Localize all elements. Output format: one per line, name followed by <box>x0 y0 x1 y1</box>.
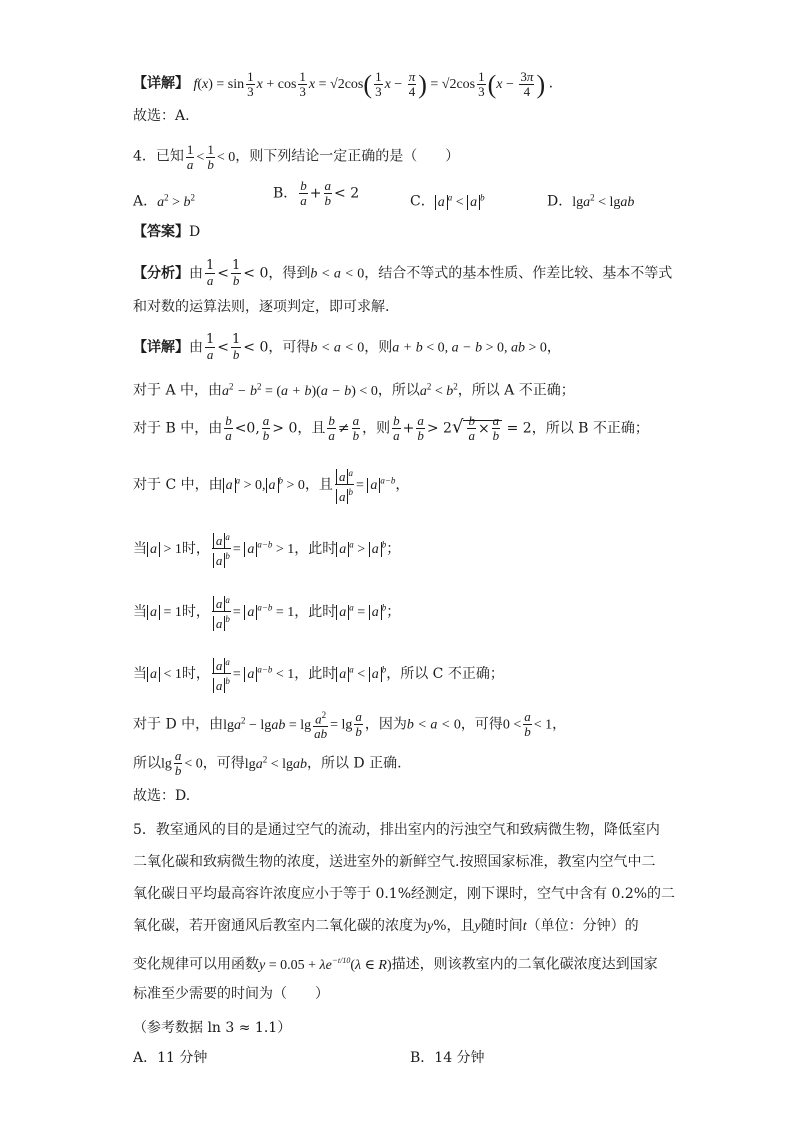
q4-condition: $\frac{1}{a}$ < $\frac{1}{b}$ < 0 <box>186 142 236 172</box>
q4-option-a: A．$a^2 > b^2$ <box>133 192 196 210</box>
q4-c-analysis: 对于 C 中，由 a $^a$ > 0, a $^b$ > 0，且 $\frac{a ^a}{a ^b}$ = a $^{a-b}$， <box>133 468 410 504</box>
q3-formula: f(x) = sin $\frac{1}{3}$ x + cos $\frac{1}{3}$ x = √2cos( $\frac{1}{3}$ x − $\frac{\pi}{4}$ ) = √2cos $\frac{1}{3}$ (x − $\frac{3\pi}{4}$ ) <box>193 69 546 99</box>
q5-option-a: A．11 分钟 <box>133 1050 208 1066</box>
q4-analysis-line1: 【分析】由 $\frac{1}{a}$ < $\frac{1}{b}$ < 0，得到b < a < 0，结合不等式的基本性质、作差比较、基本不等式 <box>133 258 673 288</box>
answer-value: D <box>189 224 201 240</box>
q4-detail-line: 【详解】由 $\frac{1}{a}$ < $\frac{1}{b}$ < 0，可得b < a < 0，则a + b < 0, a − b > 0, ab > 0， <box>133 332 561 362</box>
q4-option-b: B． $\frac{b}{a}$ + $\frac{a}{b}$ < 2 <box>273 178 360 208</box>
q3-detail-line <box>133 70 553 99</box>
q4-answer <box>133 222 200 242</box>
answer-tag: 【答案】 <box>133 224 189 240</box>
q4-c-case1: 当 a > 1时， $\frac{a ^a}{a ^b}$ = a $^{a-b}$ > 1，此时 a $^a$ > a $^b$； <box>133 532 401 568</box>
q5-line6: 标准至少需要的时间为（ ） <box>133 986 329 1002</box>
q4-option-c: C． a $^a$ < a $^b$ <box>410 192 485 210</box>
q4-a-analysis: 对于 A 中，由$a^2 - b^2 = (a + b)(a - b) < 0$，所以$a^2 < b^2$，所以 A 不正确； <box>133 381 575 399</box>
q4-analysis-line2: 和对数的运算法则，逐项判定，即可求解. <box>133 299 390 315</box>
q4-stem <box>133 143 459 172</box>
q5-line4: 氧化碳，若开窗通风后教室内二氧化碳的浓度为y%，且y随时间t（单位：分钟）的 <box>133 918 639 934</box>
q4-c-case2: 当 a = 1时， $\frac{a ^a}{a ^b}$ = a $^{a-b}$ = 1，此时 a $^a$ = a $^b$； <box>133 595 401 631</box>
q5-function: $y = 0.05 + \lambda e^{-t/10}(\lambda$ ∈ R) <box>259 955 392 973</box>
detail-tag: 【详解】 <box>133 75 189 92</box>
q4-b-analysis: 对于 B 中，由 $\frac{b}{a}$ <0, $\frac{a}{b}$ > 0，且 $\frac{b}{a}$ ≠ $\frac{a}{b}$ ，则 $\frac{b}{a}$ + $\frac{a}{b}$ > 2√ $\frac{b}{a}$ × $\frac{a}{b}$ = 2，所以 B 不正确； <box>133 413 649 443</box>
detail-tag: 【详解】 <box>133 339 189 356</box>
q5-line5: 变化规律可以用函数$y = 0.05 + \lambda e^{-t/10}(\lambda$ ∈ R)描述，则该教室内的二氧化碳浓度达到国家 <box>133 955 658 973</box>
q4-d-analysis: 对于 D 中，由lga$^2$ − lgab = lg $\frac{a^2}{ab}$ = lg $\frac{a}{b}$ ，因为b < a < 0，可得0 < $\frac{a}{b}$ < 1， <box>133 709 567 742</box>
q5-line2: 二氧化碳和致病微生物的浓度，送进室外的新鲜空气.按照国家标准，教室内空气中二 <box>133 854 656 870</box>
q4-stem-prefix: 4．已知 <box>133 148 184 165</box>
q5-option-b: B．14 分钟 <box>410 1050 485 1066</box>
q5-line1: 5．教室通风的目的是通过空气的流动，排出室内的污浊空气和致病微生物，降低室内 <box>133 822 660 838</box>
q4-option-d: D．lga$^2$ < lgab <box>547 192 635 210</box>
analysis-tag: 【分析】 <box>133 265 189 282</box>
q5-reference: （参考数据 ln 3 ≈ 1.1） <box>133 1020 292 1036</box>
q4-c-case3: 当 a < 1时， $\frac{a ^a}{a ^b}$ = a $^{a-b}$ < 1，此时 a $^a$ < a $^b$，所以 C 不正确； <box>133 657 504 693</box>
q3-answer: 故选：A. <box>133 108 190 124</box>
q4-stem-suffix: ，则下列结论一定正确的是（ ） <box>235 148 460 165</box>
q4-d-conclusion: 所以lg $\frac{a}{b}$ < 0，可得lga$^2$ < lgab，所以 D 正确. <box>133 748 402 779</box>
q3-end: . <box>548 75 554 92</box>
q5-line3: 氧化碳日平均最高容许浓度应小于等于 0.1%经测定，刚下课时，空气中含有 0.2%的二 <box>133 886 676 902</box>
q4-final: 故选：D. <box>133 788 191 804</box>
